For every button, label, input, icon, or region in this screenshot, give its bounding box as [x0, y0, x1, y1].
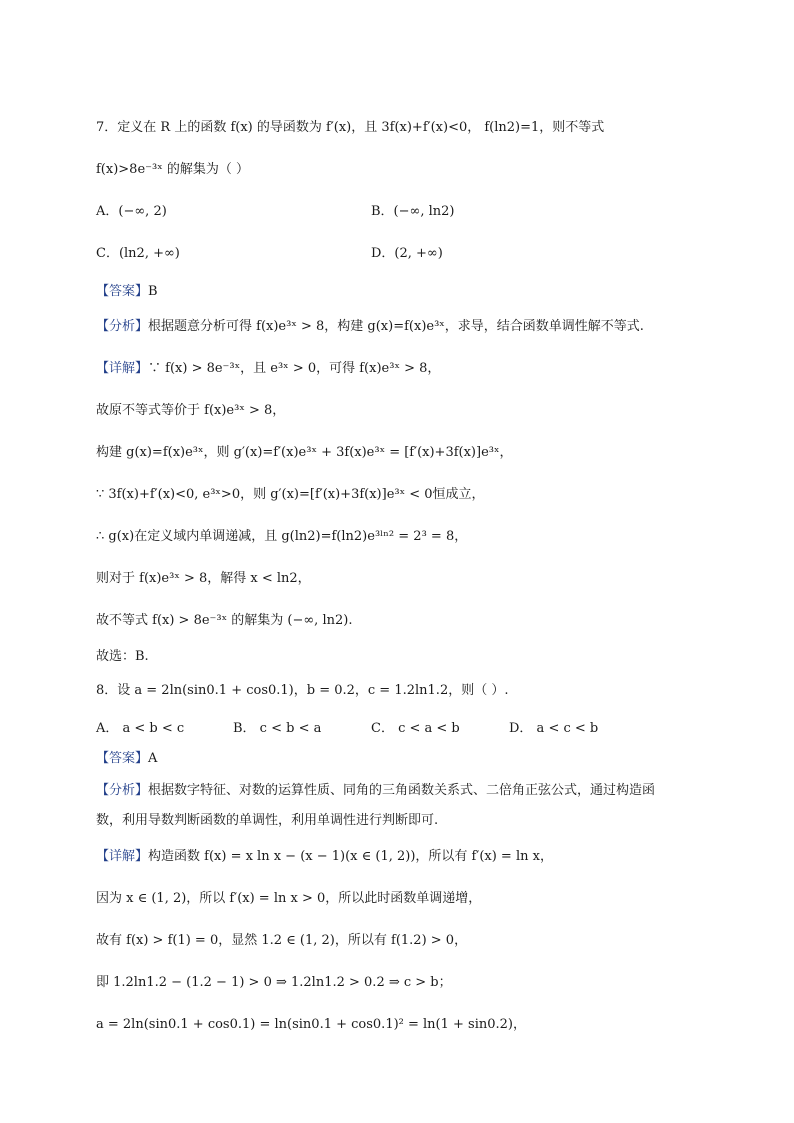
q8-analysis-1: [96, 782, 704, 800]
q8-option-b: B． c < b < a: [233, 721, 322, 736]
q8-option-d: D． a < c < b: [509, 721, 599, 736]
q7-detail-7: 故不等式 f(x) > 8e⁻³ˣ 的解集为 (−∞, ln2).: [96, 613, 353, 628]
q8-detail-3: 故有 f(x) > f(1) = 0，显然 1.2 ∈ (1, 2)，所以有 f(1.2) > 0，: [96, 933, 468, 948]
q8-detail-tag: 【详解】: [96, 849, 149, 864]
q7-answer-value: B: [148, 284, 158, 299]
q7-analysis: [96, 318, 704, 336]
q7-conclusion: 故选：B.: [96, 649, 149, 664]
q7-detail-6: 则对于 f(x)e³ˣ > 8，解得 x < ln2，: [96, 571, 311, 586]
q8-analysis-tag: 【分析】: [96, 783, 149, 798]
q8-analysis-1-text: 根据数字特征、对数的运算性质、同角的三角函数关系式、二倍角正弦公式，通过构造函: [148, 783, 656, 798]
q8-analysis-2: 数，利用导数判断函数的单调性，利用单调性进行判断即可.: [96, 813, 439, 828]
q8-stem: 8．设 a = 2ln(sin0.1 + cos0.1)，b = 0.2，c = 1.2ln1.2，则（ ）.: [96, 683, 509, 698]
q7-option-b: B．(−∞, ln2): [371, 204, 455, 219]
q8-option-a: A． a < b < c: [96, 721, 185, 736]
q7-detail-tag: 【详解】: [96, 361, 149, 376]
q8-answer-value: A: [148, 751, 158, 766]
q7-option-d: D．(2, +∞): [371, 246, 443, 261]
q7-detail-1: [96, 360, 704, 378]
q7-answer: [96, 283, 704, 301]
q8-detail-1: [96, 848, 704, 866]
q8-detail-5: a = 2ln(sin0.1 + cos0.1) = ln(sin0.1 + cos0.1)² = ln(1 + sin0.2)，: [96, 1017, 527, 1032]
q7-option-c: C．(ln2, +∞): [96, 246, 180, 261]
q7-detail-1-text: ∵ f(x) > 8e⁻³ˣ，且 e³ˣ > 0，可得 f(x)e³ˣ > 8，: [148, 361, 441, 376]
q7-stem-line1: 7．定义在 R 上的函数 f(x) 的导函数为 f′(x)，且 3f(x)+f′(x)<0， f(ln2)=1，则不等式: [96, 120, 605, 135]
q7-analysis-text: 根据题意分析可得 f(x)e³ˣ > 8，构建 g(x)=f(x)e³ˣ，求导，结合函数单调性解不等式.: [148, 319, 644, 334]
q7-detail-2: 故原不等式等价于 f(x)e³ˣ > 8，: [96, 403, 286, 418]
q7-option-a: A．(−∞, 2): [96, 204, 167, 219]
q7-answer-tag: 【答案】: [96, 284, 149, 299]
q8-answer-tag: 【答案】: [96, 751, 149, 766]
q8-option-c: C． c < a < b: [371, 721, 460, 736]
q7-detail-4: ∵ 3f(x)+f′(x)<0, e³ˣ>0，则 g′(x)=[f′(x)+3f(x)]e³ˣ < 0恒成立，: [96, 487, 485, 502]
q7-analysis-tag: 【分析】: [96, 319, 149, 334]
q8-detail-2: 因为 x ∈ (1, 2)，所以 f′(x) = ln x > 0，所以此时函数单调递增，: [96, 891, 482, 906]
q8-answer: [96, 750, 704, 768]
q7-detail-5: ∴ g(x)在定义域内单调递减，且 g(ln2)=f(ln2)e³ˡⁿ² = 2³ = 8，: [96, 529, 468, 544]
q7-detail-3: 构建 g(x)=f(x)e³ˣ，则 g′(x)=f′(x)e³ˣ + 3f(x)e³ˣ = [f′(x)+3f(x)]e³ˣ，: [96, 445, 513, 460]
q8-detail-1-text: 构造函数 f(x) = x ln x − (x − 1)(x ∈ (1, 2))，所以有 f′(x) = ln x，: [148, 849, 553, 864]
q7-stem-line2: f(x)>8e⁻³ˣ 的解集为（ ）: [96, 162, 249, 177]
q8-detail-4: 即 1.2ln1.2 − (1.2 − 1) > 0 ⇒ 1.2ln1.2 > 0.2 ⇒ c > b；: [96, 975, 452, 990]
